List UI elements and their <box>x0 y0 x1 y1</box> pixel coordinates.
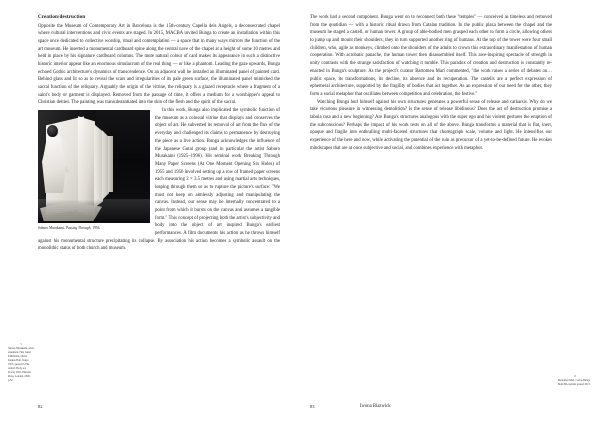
left-body-column <box>38 23 280 254</box>
figure-passing-through <box>38 110 150 230</box>
figure-caption <box>38 226 150 231</box>
caption-artist: Saburo Murakami, <box>38 225 65 230</box>
footnote-left <box>8 343 34 383</box>
paragraph-4: Watching Bunga hurl himself against his own structures generates a powerful sense of release and catharsis. Why do we take vicarious pleasure in witnessing demolition? Is the sense of release libidinous? Does the act of destruction promise a tabula rasa and a new beginning? Are Bunga's structures analogous with the super ego and his violent gestures the eruption of the subconscious? Perhaps the impact of his work rests on all of the above. Bunga transforms a material that is flat, inert, opaque and fragile into enthralling multi-faceted structures that choreograph scale, volume and light. He intensifies our experience of the here and now, while activating the potential of the ruin as precursor of a yet-to-be-defined future. He evokes mindscapes that are at once subjective and social, and combines experience with metaphor. <box>310 99 552 151</box>
running-head: Iwona Blazwick <box>360 404 391 409</box>
footnote-marker: 6 <box>574 374 576 378</box>
page-right <box>300 0 600 427</box>
caption-title: Passing Through <box>65 225 91 230</box>
section-title: Creation/destruction <box>38 14 86 20</box>
footnote-text: Saburo Murakami, artist statement, First Gutai Exhibition, Ohara Kaikan Hall, Tokyo 1955, quoted in The Artist's Body, ed. Tracey Warr, Phaidon Press, London, 2000, p.52. <box>8 347 34 383</box>
paragraph-3: The work had a second component. Bunga went on to reconnect both these "temples" — conceived as timeless and removed from the quotidian — with a historic ritual drawn from Catalan tradition. In the public plaza between the chapel and the museum he staged a castell, or human tower. A group of able-bodied men grasped each other to form a circle, allowing others to jump up and mount their shoulders; they in turn supported another ring of humans. At the top of the tower were four small children, who, agile as monkeys, climbed onto the shoulders of the adults to crown this extraordinary manifestation of human cooperation. With acrobatic panache, the human tower then disassembled itself. This awe-inspiring spectacle of strength in unity contrasts with the strange satisfaction of watching it tumble. This paradox of creation and destruction is constantly re-enacted in Bunga's sculpture. As the project's curator Bartomeu Marí commented, "the work raises a series of debates on… public space, its transformations, its decline, its absence and its recuperation. The castells are a perfect expression of ephemeral architecture, supported by the fragility of bodies that act together. As an expression of our need for the other, they form a social metaphor that oscillates between competition and celebration, the festive." <box>310 15 552 97</box>
footnote-text: Bartomeu Marí, Carlos Bunga, MACBA website posted 2015. <box>558 379 591 387</box>
footnote-marker: 5 <box>20 342 22 346</box>
paragraph-1: Opposite the Museum of Contemporary Art in Barcelona is the 15th-century Capella dels Angels, a deconsecrated chapel where cultural interventions and civic events are staged. In 2015, MACBA invited Bunga to create an installation within this space once dedicated to collective worship, ritual and contemplation — a space that in many ways mirrors the function of the art museum. He inserted a monumental cardboard spine along the central nave of the chapel at a height of some 10 metres and held in place by his signature cardboard columns. The mute natural colour of card makes its appearance in such a distinctive historic interior appear like an enormous simulacrum of the real thing — or like a phantom. Leading the gaze upwards, Bunga echoed Gothic architecture's dynamics of transcendence. On an adjacent wall he installed an illuminated panel of painted card. Behind glass and lit so as to reveal the scars and irregularities of its pale green surface, the illuminated panel mimicked the sacral function of the reliquary. Arguably the origin of the vitrine, the reliquary is a glazed receptacle where a fragment of a saint's body or garment is displayed. Removed from the passage of time, it offers a medium for a worshipper's appeal to Christian deities. The painting was transubstantiated into the skin of the flesh and the spirit of the sacral. <box>38 23 280 106</box>
right-body-column <box>310 14 552 152</box>
caption-year: , 1956. <box>90 225 101 230</box>
paragraph-2: In this work, Bunga also implicated the symbolic function of the museum as a colossal vitrine that displays and conserves the object of art. He subverted its removal of art from the flux of the everyday and challenged its claims to permanence by destroying the piece as a live action. Bunga acknowledges the influence of the Japanese Gutai group (and in particular the artist Saburo Murakami (1925–1996). His seminal work Breaking Through Many Paper Screens (At One Moment Opening Six Holes) of 1955 and 1956 involved setting up a row of framed paper screens each measuring 2 × 3.5 metres and using martial arts techniques, leaping through them so as to rupture the picture's surface: "We must not keep on aimlessly adjusting and manipulating the canvas. Instead, our sense may be internally concentrated to a point from which it bursts on the canvas and assumes a tangible form." This concept of projecting both the artist's subjectivity and body into the object of art inspired Bunga's earliest performances. A film documents his action as he throws himself against his monumental structure precipitating its collapse. By association his action becomes a symbolic assault on the monolithic status of both church and museum. <box>38 108 280 252</box>
folio-left: 82 <box>38 404 43 409</box>
folio-right: 83 <box>310 404 315 409</box>
figure-photograph <box>38 110 150 223</box>
photo-film-grain <box>38 110 150 223</box>
footnote-right <box>558 375 592 387</box>
